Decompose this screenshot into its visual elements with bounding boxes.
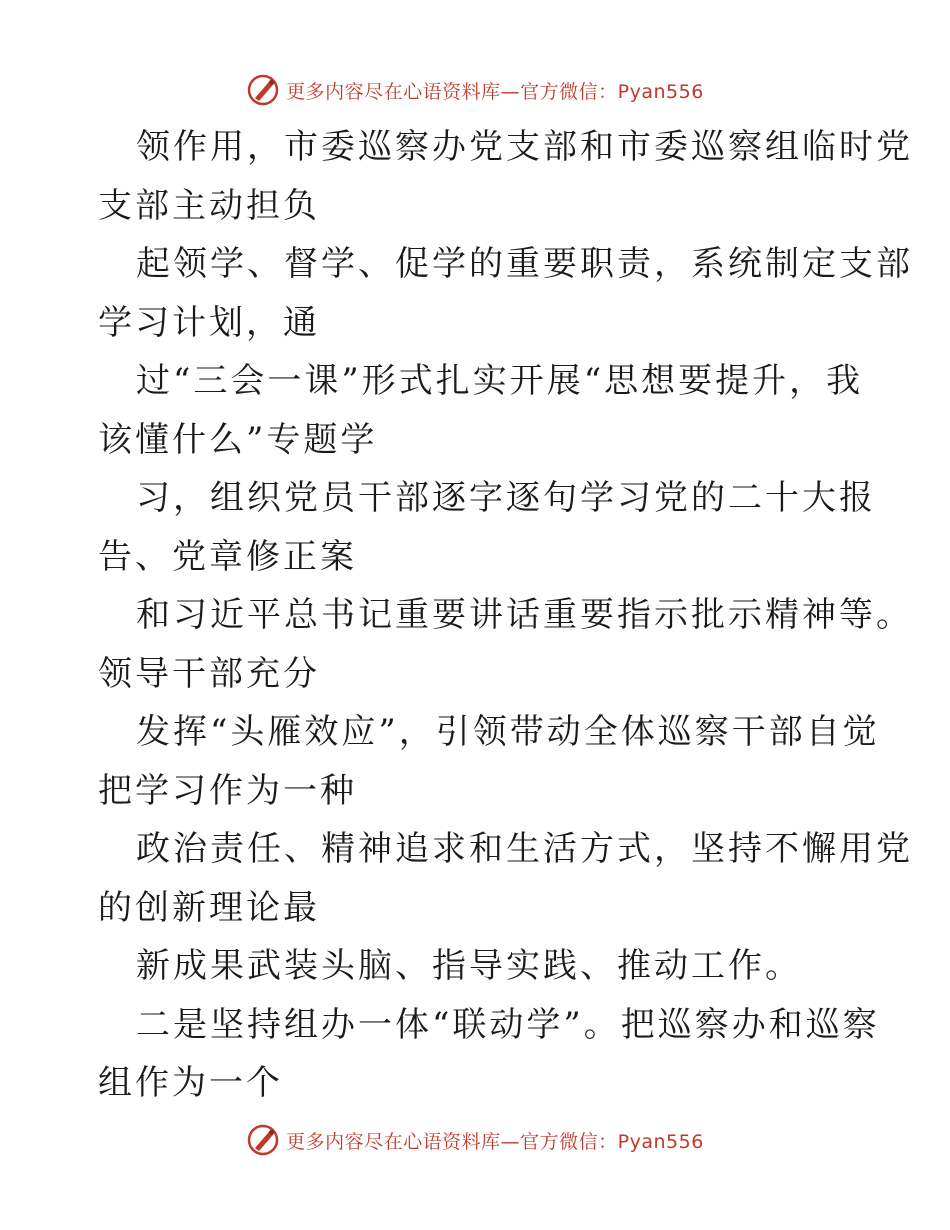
text-line: 组作为一个 — [98, 1063, 283, 1103]
text-line: 支部主动担负 — [98, 185, 320, 226]
text-line: 告、党章修正案 — [98, 536, 357, 577]
text-line: 政治责任、精神追求和生活方式，坚持不懈用党 — [136, 829, 913, 869]
header-banner — [0, 70, 950, 110]
header-banner-text: 更多内容尽在心语资料库—官方微信：Pyan556 — [286, 80, 704, 103]
footer-banner — [0, 1120, 950, 1160]
text-line: 学习计划，通 — [98, 302, 320, 343]
text-line: 领导干部充分 — [98, 653, 320, 694]
text-line: 和习近平总书记重要讲话重要指示批示精神等。 — [136, 595, 913, 635]
text-line: 起领学、督学、促学的重要职责，系统制定支部 — [136, 244, 913, 284]
text-line: 的创新理论最 — [98, 887, 320, 928]
text-line: 该懂什么”专题学 — [98, 419, 378, 460]
text-line: 二是坚持组办一体“联动学”。把巡察办和巡察 — [136, 1004, 880, 1045]
pen-logo-icon — [246, 73, 280, 107]
text-line: 发挥“头雁效应”，引领带动全体巡察干部自觉 — [136, 712, 880, 752]
pen-logo-icon — [246, 1123, 280, 1157]
text-line: 领作用，市委巡察办党支部和市委巡察组临时党 — [136, 127, 913, 167]
text-line: 过“三会一课”形式扎实开展“思想要提升，我 — [136, 361, 864, 401]
text-line: 新成果武装头脑、指导实践、推动工作。 — [136, 946, 802, 986]
footer-banner-text: 更多内容尽在心语资料库—官方微信：Pyan556 — [286, 1130, 704, 1153]
text-line: 把学习作为一种 — [98, 770, 357, 811]
text-line: 习，组织党员干部逐字逐句学习党的二十大报 — [136, 478, 876, 518]
document-body — [98, 118, 913, 1113]
